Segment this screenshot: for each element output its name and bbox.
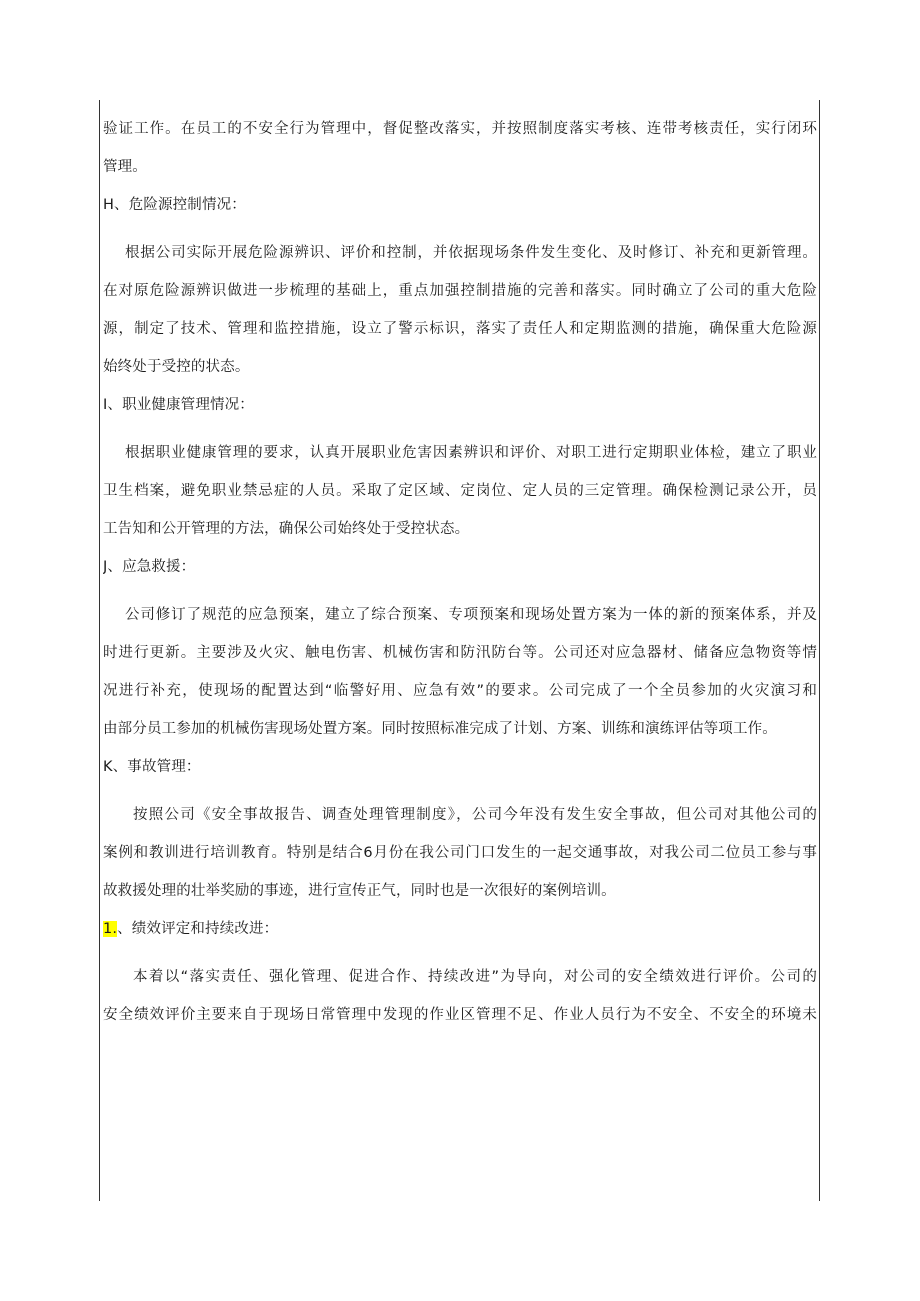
section-heading-h: H、危险源控制情况： [103,197,246,213]
text-line: 始终处于受控的状态。 [103,359,250,375]
heading-text: 、绩效评定和持续改进： [117,921,279,937]
section-paragraph-j [103,596,817,748]
document-body [103,110,817,1034]
section-paragraph-k [103,796,817,910]
text-line: 由部分员工参加的机械伤害现场处置方案。同时按照标准完成了计划、方案、训练和演练评估等项工作。 [103,721,777,737]
intro-paragraph [103,110,817,186]
text-line: 时进行更新。主要涉及火灾、触电伤害、机械伤害和防汛防台等。公司还对应急器材、储备应急物资等情 [103,645,817,661]
section-paragraph-i [103,434,817,548]
text-line: 验证工作。在员工的不安全行为管理中，督促整改落实，并按照制度落实考核、连带考核责任，实行闭环 [103,121,817,137]
text-line: 案例和教训进行培训教育。特别是结合6月份在我公司门口发生的一起交通事故，对我公司二位员工参与事 [103,845,817,861]
section-heading-j: J、应急救援： [103,559,196,575]
text-line: 根据职业健康管理的要求，认真开展职业危害因素辨识和评价、对职工进行定期职业体检，建立了职业 [125,445,817,461]
text-line: 公司修订了规范的应急预案，建立了综合预案、专项预案和现场处置方案为一体的新的预案体系，并及 [125,607,817,623]
section-heading-performance [103,910,817,948]
text-line: 安全绩效评价主要来自于现场日常管理中发现的作业区管理不足、作业人员行为不安全、不安全的环境未 [103,1007,817,1023]
text-line: 工告知和公开管理的方法，确保公司始终处于受控状态。 [103,521,470,537]
heading-number-highlight: 1. [103,921,118,937]
section-paragraph-performance [103,958,817,1034]
text-line: 故救援处理的壮举奖励的事迹，进行宣传正气，同时也是一次很好的案例培训。 [103,883,616,899]
text-line: 本着以“落实责任、强化管理、促进合作、持续改进”为导向，对公司的安全绩效进行评价。公司的 [133,969,817,985]
section-paragraph-h [103,234,817,386]
text-line: 源，制定了技术、管理和监控措施，设立了警示标识，落实了责任人和定期监测的措施，确保重大危险源 [103,321,817,337]
text-line: 在对原危险源辨识做进一步梳理的基础上，重点加强控制措施的完善和落实。同时确立了公司的重大危险 [103,283,817,299]
text-line: 管理。 [103,159,147,175]
text-line: 按照公司《安全事故报告、调查处理管理制度》，公司今年没有发生安全事故，但公司对其他公司的 [133,807,817,823]
section-heading-k: K、事故管理： [103,759,201,775]
text-line: 根据公司实际开展危险源辨识、评价和控制，并依据现场条件发生变化、及时修订、补充和更新管理。 [125,245,817,261]
section-heading-i: I、职业健康管理情况： [103,397,254,413]
text-line: 卫生档案，避免职业禁忌症的人员。采取了定区域、定岗位、定人员的三定管理。确保检测记录公开，员 [103,483,817,499]
text-line: 况进行补充，使现场的配置达到“临警好用、应急有效”的要求。公司完成了一个全员参加的火灾演习和 [103,683,817,699]
